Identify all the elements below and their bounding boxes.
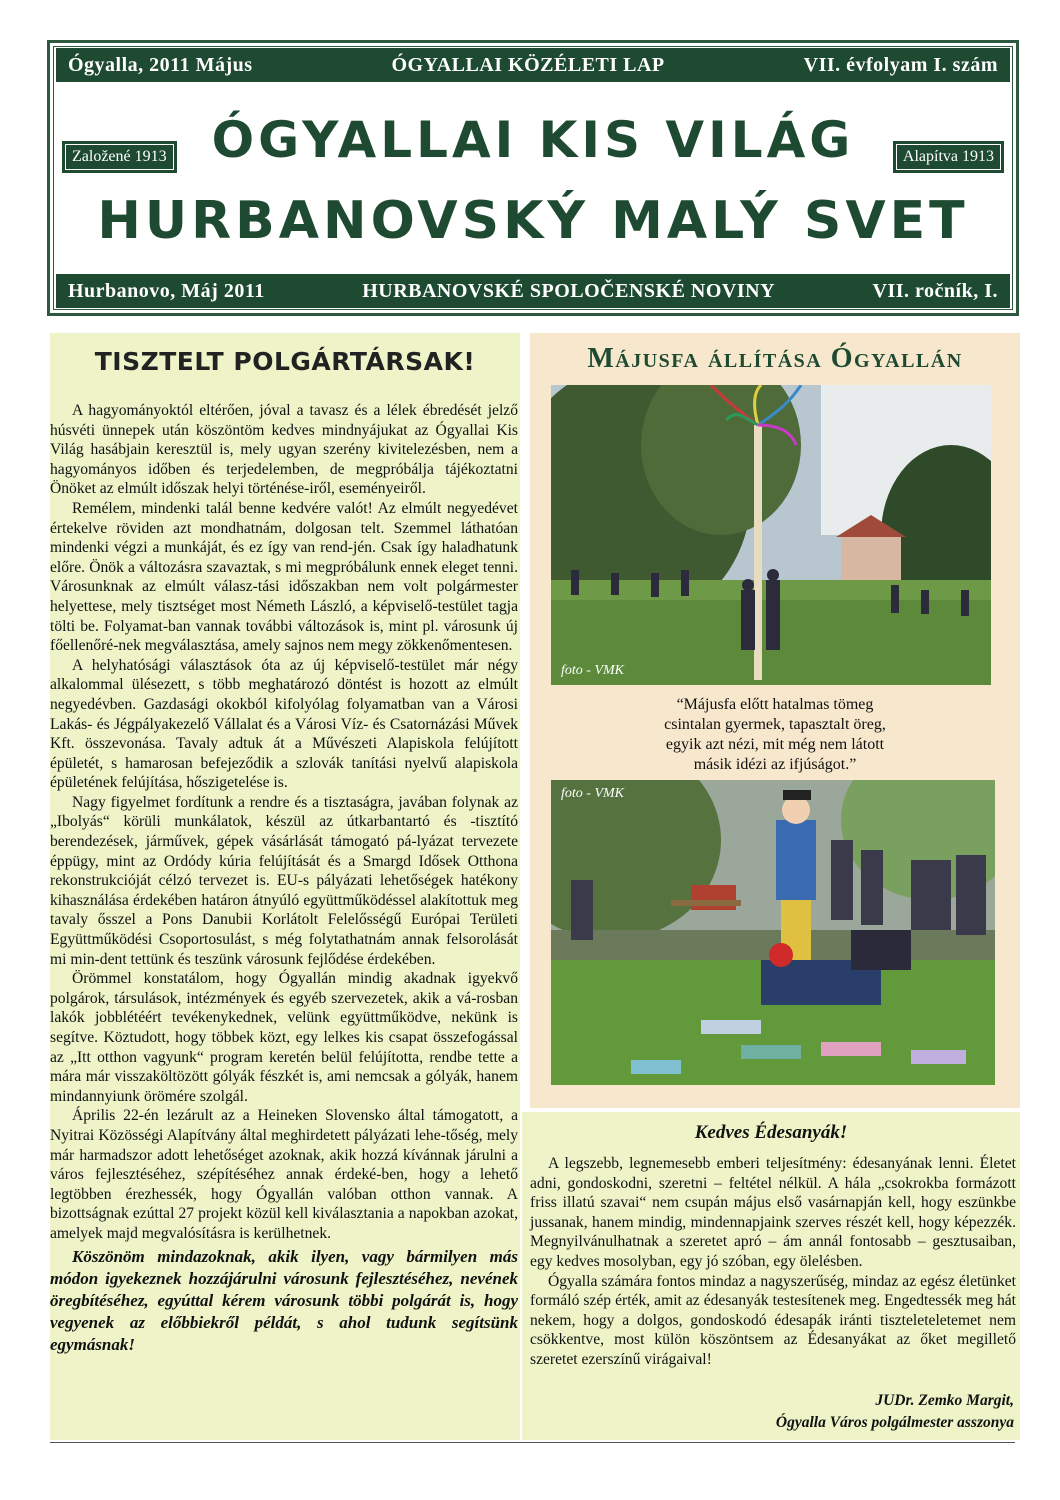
- editorial-paragraph: Nagy figyelmet fordítunk a rendre és a tisztaságra, javában folynak az „Ibolyás“ körüli munkálatok, készül az útkarbantartó és -tisztító berendezések, járművek, gépek vásárlását támogató pá-lyázat tervezete éppügy, mint az Ordódy kúria felújítását és a Smargd Idősek Otthona rekonstrukcióját célzó tervezet is. EU-s pályázati lehetőségek hatékony kihasználása érdekében határon átnyúló együttműködéssel alakítottuk meg tavaly ősszel a Pons Danubii Korlátolt Felelősségű Európai Területi Együttműködési Csoportosulást, s még folytathatnám annak felsorolását mi min-dent tettünk és teszünk városunk fejlődése érdekében.: [50, 793, 518, 968]
- photo-credit: foto - VMK: [561, 663, 624, 678]
- maypole-photo-image: [551, 385, 991, 685]
- bottom-divider: [50, 1442, 1015, 1443]
- masthead-bottom-bar: [56, 274, 1010, 308]
- editorial-column: [50, 333, 520, 1440]
- masthead-date-sk: Hurbanovo, Máj 2011: [68, 279, 265, 302]
- editorial-paragraph: Remélem, mindenki talál benne kedvére valót! Az elmúlt negyedévet értekelve röviden azt mondhatnám, dolgosan telt. Szemmel láthatóan mindenki végzi a munkáját, és ez így van rend-jén. Csak így haladhatunk előre. Önök a változásra szavaztak, s mi megpróbálunk ennek eleget tenni. Városunknak az elmúlt válasz-tási időszakban nem volt polgármester helyettese, mely tisztséget most Németh László, a képviselő-testület tagja tölti be. Folyamat-ban vannak további változások is, mint pl. városunk új főellenőré-nek megválasztása, amely sajnos nem megy zökkenőmentesen.: [50, 499, 518, 655]
- maypole-caption: [530, 695, 1020, 775]
- masthead-frame: [53, 46, 1013, 310]
- mothers-heading: Kedves Édesanyák!: [694, 1122, 848, 1143]
- mothers-day-section: [522, 1112, 1020, 1440]
- caption-line: másik idézi az ifjúságot.”: [693, 756, 857, 773]
- photo-credit: foto - VMK: [561, 786, 624, 801]
- mothers-paragraph: Ógyalla számára fontos mindaz a nagyszerűség, mindaz az egész életünket formáló szép érték, amit az édesanyák testesítenek meg. Engedtessék meg hát nekem, hogy a dolgos, gondoskodó édesapák iránti tiszteleteletemet nem csökkentve, most külön köszöntsem az Édesanyákat az őket megillető szeretet ezerszínű virágaival!: [530, 1272, 1016, 1368]
- caption-line: csintalan gyermek, tapasztalt öreg,: [664, 716, 886, 733]
- signature-name: JUDr. Zemko Margit,: [875, 1392, 1014, 1409]
- clown-photo-image: [551, 780, 995, 1085]
- masthead-top-bar: [56, 48, 1010, 82]
- editorial-paragraph: Örömmel konstatálom, hogy Ógyallán mindig akadnak igyekvő polgárok, társulások, intézmények és egyéb szervezetek, akik a vá-rosban lakók jobblétéért tevékenykednek, velünk együttműködve, nekünk is segítve. Köztudott, hogy többek közt, egy lelkes kis csapat összefogással az „Itt otthon vagyunk“ program keretén belül felújította, rendbe tette a mára már visszaköltözött gólyák fészkét is, ami nemcsak a gólyák, hanem mindannyiunk örömére szolgál.: [50, 970, 518, 1105]
- masthead-subtitle-sk: HURBANOVSKÉ SPOLOČENSKÉ NOVINY: [362, 279, 776, 302]
- editorial-body: [50, 401, 518, 1356]
- mothers-paragraph: A legszebb, legnemesebb emberi teljesítmény: édesanyának lenni. Életet adni, gondoskodni, szeretni – feltétel nélkül. A hála „csokrokba formázott friss illatú szavai“ nem csupán május első vasárnapján kell, hogy eszünkbe jussanak, hanem mindig, mindennapjaink szerves részét kell, hogy képezzék. Megnyilvánulhatnak a szeretet apró – ám annál fontosabb – gesztusaiban, egy kedves mosolyban, egy jó szóban, egy ölelésben.: [530, 1155, 1016, 1270]
- newspaper-title-hu: ÓGYALLAI KIS VILÁG: [211, 111, 855, 169]
- caption-line: egyik azt nézi, mit még nem látott: [665, 736, 885, 753]
- masthead-date-hu: Ógyalla, 2011 Május: [68, 53, 253, 76]
- caption-line: “Májusfa előtt hatalmas tömeg: [676, 696, 874, 713]
- newspaper-title-sk: HURBANOVSKÝ MALÝ SVET: [97, 191, 969, 251]
- founded-badge-hu: Alapítva 1913: [893, 141, 1004, 173]
- maypole-heading: Májusfa állítása Ógyallán: [587, 343, 963, 374]
- editorial-paragraph: A hagyományoktól eltérően, jóval a tavasz és a lélek ébredését jelző húsvéti ünnepek után köszöntöm kedves mindnyájukat az Ógyallai Kis Világ hasábjain keresztül is, mely ugyan szerény kivitelezésben, nem a hagyományos időben és terjedelemben, de megpróbálja tájékoztatni Önöket az elmúlt időszak helyi történése-iről, eseményeiről.: [50, 402, 518, 498]
- mothers-body: [530, 1154, 1016, 1370]
- editorial-heading: TISZTELT POLGÁRTÁRSAK!: [94, 347, 476, 376]
- masthead-volume-sk: VII. ročník, I.: [872, 279, 998, 302]
- signature-title: Ógyalla Város polgálmester asszonya: [775, 1414, 1014, 1431]
- editorial-paragraph: A helyhatósági választások óta az új képviselő-testület már négy alkalommal ülésezett, s több meghatározó döntést is hozott az elmúlt negyedévben. Gazdasági okokból kifolyólag folyamatban van a Városi Lakás- és Jégpályakezelő Vállalat és a Városi Víz- és Csatornázási Művek Kft. összevonása. Tavaly adtuk át a Művészeti Alapiskola felújított épületét, s hamarosan befejeződik a szlovák tanítási nyelvű alapiskola épületének felújítása, hőszigetelése is.: [50, 656, 518, 792]
- maypole-section: [530, 333, 1020, 1108]
- masthead-volume-hu: VII. évfolyam I. szám: [803, 53, 998, 76]
- clown-photo: [551, 780, 995, 1085]
- maypole-photo: [551, 385, 991, 685]
- masthead: [47, 40, 1019, 316]
- founded-badge-sk: Založené 1913: [62, 141, 177, 173]
- masthead-subtitle-hu: ÓGYALLAI KÖZÉLETI LAP: [391, 53, 665, 76]
- editorial-closing: Köszönöm mindazoknak, akik ilyen, vagy bármilyen más módon igyekeznek hozzájárulni városunk fejlesztéséhez, nevének öregbítéséhez, egyúttal kérem városunk többi polgárát is, hogy vegyenek az előbbiekről példát, s ahol tudunk segítsünk egymásnak!: [50, 1246, 518, 1354]
- editorial-paragraph: Április 22-én lezárult az a Heineken Slovensko által támogatott, a Nyitrai Közösségi Alapítvány által meghirdetett pályázati lehe-tőség, mely már harmadszor adott lehetőséget azoknak, akik hozzá kívánnak járulni a város fejlesztéséhez, szépítéséhez annak érdeké-ben, hogy a lehető legtöbben érezhessék, hogy Ógyallán valóban otthon vannak. A bizottságnak ezúttal 27 projekt közül kell kiválasztania a napokban azokat, amelyek majd megvalósításra is kerülhetnek.: [50, 1107, 518, 1242]
